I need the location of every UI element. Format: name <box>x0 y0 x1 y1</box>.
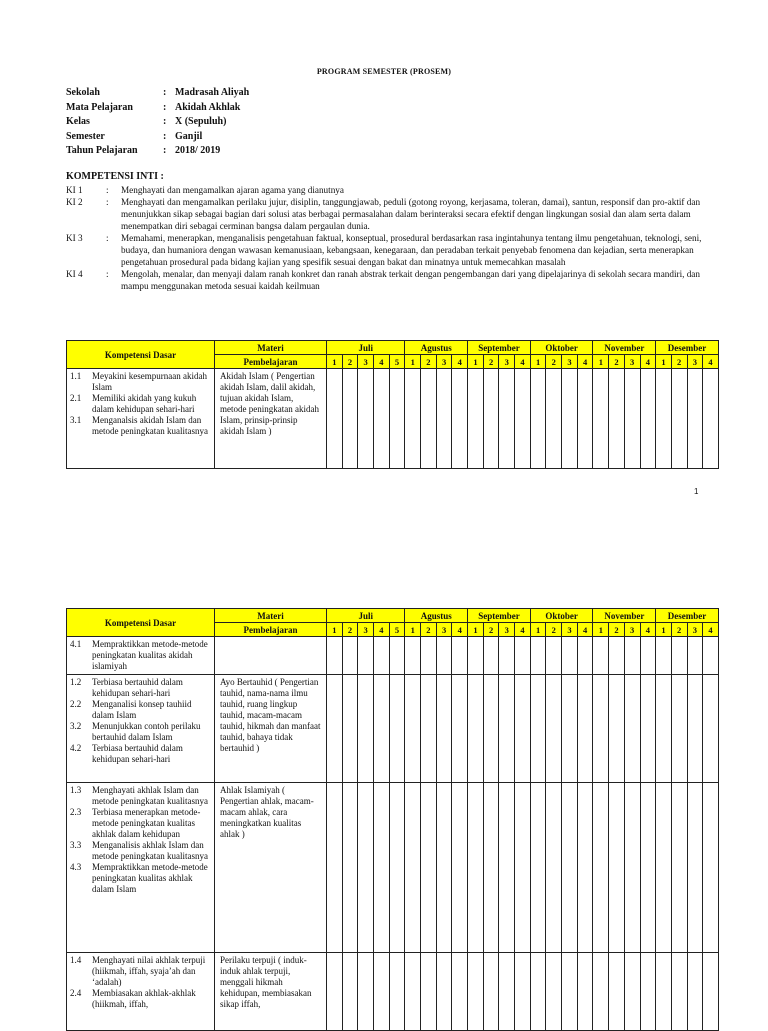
week-number: 2 <box>546 623 562 637</box>
week-cell <box>562 675 578 783</box>
week-cell <box>358 783 374 953</box>
header-materi-top: Materi <box>215 609 327 623</box>
week-cell <box>577 675 593 783</box>
week-number: 5 <box>389 355 405 369</box>
week-cell <box>640 953 656 1031</box>
week-cell <box>327 953 343 1031</box>
week-cell <box>577 637 593 675</box>
week-cell <box>421 637 437 675</box>
week-number: 1 <box>468 355 484 369</box>
meta-value: Akidah Akhlak <box>175 101 241 113</box>
week-cell <box>389 675 405 783</box>
ki-text: Mengolah, menalar, dan menyaji dalam ranah konkret dan ranah abstrak terkait dengan pengembangan dari yang dipelajarinya di sekolah secara mandiri, dan mampu menggunakan metoda sesuai kaidah keilmuan <box>121 269 700 291</box>
ki-sep: : <box>106 197 109 207</box>
header-kompetensi-dasar: Kompetensi Dasar <box>67 609 215 637</box>
week-number: 4 <box>640 355 656 369</box>
week-cell <box>327 369 343 469</box>
week-cell <box>405 783 421 953</box>
meta-label: Sekolah <box>66 87 100 98</box>
week-cell <box>640 637 656 675</box>
week-cell <box>530 783 546 953</box>
kd-item <box>70 699 211 721</box>
meta-sep: : <box>163 116 167 127</box>
materi-cell: Ayo Bertauhid ( Pengertian tauhid, nama-nama ilmu tauhid, ruang lingkup tauhid, macam-macam tauhid, hikmah dan manfaat tauhid, bahaya tidak bertauhid ) <box>215 675 327 783</box>
kd-text: Terbiasa bertauhid dalam kehidupan sehari-hari <box>92 677 183 698</box>
meta-label: Semester <box>66 130 105 142</box>
week-cell <box>452 783 468 953</box>
week-number: 4 <box>452 355 468 369</box>
week-cell <box>577 953 593 1031</box>
week-number: 4 <box>515 623 531 637</box>
materi-cell: Perilaku terpuji ( induk-induk ahlak terpuji, menggali hikmah kehidupan, membiasakan sikap iffah, <box>215 953 327 1031</box>
ki-text: Memahami, menerapkan, menganalisis pengetahuan faktual, konseptual, prosedural berdasarkan rasa ingintahunya tentang ilmu pengetahuan, teknologi, seni, budaya, dan humaniora dengan wawasan kemanusiaan, kebangsaan, kenegaraan, dan peradaban terkait penyebab fenomena dan kejadian, serta menerapkan pengetahuan prosedural pada bidang kajian yang spesifik sesuai dengan bakat dan minatnya untuk memecahkan masalah <box>121 233 702 267</box>
week-cell <box>452 637 468 675</box>
week-cell <box>530 369 546 469</box>
kd-text: Mempraktikkan metode-metode peningkatan kualitas akhlak dalam Islam <box>92 862 208 894</box>
week-cell <box>577 783 593 953</box>
week-cell <box>468 675 484 783</box>
kd-number: 1.3 <box>70 785 82 795</box>
week-cell <box>562 637 578 675</box>
week-cell <box>499 369 515 469</box>
week-cell <box>640 369 656 469</box>
week-number: 3 <box>499 355 515 369</box>
week-cell <box>546 369 562 469</box>
week-cell <box>593 637 609 675</box>
week-number: 3 <box>499 623 515 637</box>
kd-number: 2.3 <box>70 807 82 817</box>
meta-value: Ganjil <box>175 130 203 142</box>
week-cell <box>703 637 719 675</box>
week-number: 1 <box>405 623 421 637</box>
week-cell <box>483 783 499 953</box>
week-number: 1 <box>405 355 421 369</box>
kompetensi-dasar-cell <box>67 675 215 783</box>
kd-item <box>70 862 211 895</box>
week-cell <box>515 675 531 783</box>
kd-number: 4.3 <box>70 862 82 872</box>
header-month-juli: Juli <box>327 609 405 623</box>
kd-number: 1.2 <box>70 677 82 687</box>
week-cell <box>483 675 499 783</box>
kd-text: Memiliki akidah yang kukuh dalam kehidupan sehari-hari <box>92 393 197 414</box>
week-cell <box>609 953 625 1031</box>
ki-sep: : <box>106 233 109 243</box>
week-number: 3 <box>358 623 374 637</box>
week-cell <box>656 637 672 675</box>
kd-number: 2.2 <box>70 699 82 709</box>
meta-sep: : <box>163 101 167 113</box>
kd-number: 1.1 <box>70 371 82 381</box>
week-cell <box>546 637 562 675</box>
kd-number: 2.1 <box>70 393 82 403</box>
week-cell <box>609 637 625 675</box>
week-cell <box>327 783 343 953</box>
week-number: 3 <box>624 355 640 369</box>
kd-text: Menganalisis akhlak Islam dan metode peningkatan kualitasnya <box>92 840 208 861</box>
ki-text: Menghayati dan mengamalkan ajaran agama yang dianutnya <box>121 185 344 195</box>
kd-item <box>70 393 211 415</box>
week-number: 1 <box>327 623 343 637</box>
week-number: 4 <box>374 355 390 369</box>
week-cell <box>389 783 405 953</box>
week-cell <box>687 675 703 783</box>
week-cell <box>593 953 609 1031</box>
ki-item <box>66 232 716 268</box>
meta-value: X (Sepuluh) <box>175 116 227 127</box>
header-month-desember: Desember <box>656 609 719 623</box>
meta-value: 2018/ 2019 <box>175 145 221 156</box>
week-cell <box>342 783 358 953</box>
week-cell <box>405 675 421 783</box>
week-number: 2 <box>421 355 437 369</box>
week-cell <box>374 675 390 783</box>
ki-code: KI 3 <box>66 233 83 243</box>
week-cell <box>452 675 468 783</box>
kd-number: 3.3 <box>70 840 82 850</box>
kd-text: Menunjukkan contoh perilaku bertauhid dalam Islam <box>92 721 201 742</box>
kd-item <box>70 371 211 393</box>
kd-text: Menganalsis akidah Islam dan metode peningkatan kualitasnya <box>92 415 208 436</box>
week-cell <box>499 953 515 1031</box>
week-number: 4 <box>515 355 531 369</box>
week-number: 3 <box>562 355 578 369</box>
week-cell <box>703 675 719 783</box>
materi-cell: Ahlak Islamiyah ( Pengertian ahlak, macam-macam ahlak, cara meningkatkan kualitas ahlak ) <box>215 783 327 953</box>
week-cell <box>624 953 640 1031</box>
kd-number: 3.1 <box>70 415 82 425</box>
kd-item <box>70 639 211 672</box>
week-number: 2 <box>342 355 358 369</box>
ki-code: KI 2 <box>66 197 83 207</box>
kd-text: Terbiasa bertauhid dalam kehidupan sehari-hari <box>92 743 183 764</box>
week-cell <box>671 675 687 783</box>
meta-sep: : <box>163 145 167 156</box>
table-row <box>67 369 719 469</box>
week-cell <box>609 783 625 953</box>
week-number: 3 <box>624 623 640 637</box>
week-number: 1 <box>656 355 672 369</box>
header-materi-bottom: Pembelajaran <box>215 623 327 637</box>
week-cell <box>687 637 703 675</box>
week-cell <box>546 953 562 1031</box>
week-cell <box>546 675 562 783</box>
kd-item <box>70 677 211 699</box>
kompetensi-dasar-cell <box>67 953 215 1031</box>
kd-number: 4.1 <box>70 639 82 649</box>
week-cell <box>609 675 625 783</box>
ki-list <box>66 184 716 292</box>
week-cell <box>562 369 578 469</box>
week-cell <box>530 637 546 675</box>
ki-heading: KOMPETENSI INTI : <box>66 171 164 182</box>
week-cell <box>358 369 374 469</box>
week-number: 2 <box>609 623 625 637</box>
week-cell <box>468 369 484 469</box>
header-month-juli: Juli <box>327 341 405 355</box>
kd-text: Membiasakan akhlak-akhlak (hiikmah, iffah, <box>92 988 196 1009</box>
week-number: 1 <box>530 623 546 637</box>
week-cell <box>624 369 640 469</box>
week-cell <box>703 369 719 469</box>
kd-number: 1.4 <box>70 955 82 965</box>
week-cell <box>327 675 343 783</box>
header-materi-top: Materi <box>215 341 327 355</box>
week-number: 3 <box>687 355 703 369</box>
week-cell <box>671 953 687 1031</box>
week-number: 5 <box>389 623 405 637</box>
week-cell <box>483 637 499 675</box>
week-cell <box>515 783 531 953</box>
week-cell <box>640 783 656 953</box>
week-cell <box>671 637 687 675</box>
week-cell <box>562 953 578 1031</box>
ki-item <box>66 268 716 292</box>
week-cell <box>389 953 405 1031</box>
header-month-oktober: Oktober <box>530 341 593 355</box>
kd-item <box>70 721 211 743</box>
kd-number: 4.2 <box>70 743 82 753</box>
week-cell <box>687 369 703 469</box>
kd-text: Menghayati nilai akhlak terpuji (hiikmah, iffah, syaja’ah dan ‘adalah) <box>92 955 206 987</box>
kd-item <box>70 955 211 988</box>
kd-text: Menghayati akhlak Islam dan metode peningkatan kualitasnya <box>92 785 208 806</box>
ki-code: KI 4 <box>66 269 83 279</box>
week-cell <box>421 675 437 783</box>
week-cell <box>436 783 452 953</box>
table-row <box>67 783 719 953</box>
week-cell <box>656 953 672 1031</box>
document-title: PROGRAM SEMESTER (PROSEM) <box>316 67 452 76</box>
meta-label: Mata Pelajaran <box>66 101 133 113</box>
week-cell <box>656 369 672 469</box>
table-row <box>67 675 719 783</box>
week-cell <box>374 953 390 1031</box>
table-row <box>67 953 719 1031</box>
week-cell <box>687 953 703 1031</box>
kd-number: 3.2 <box>70 721 82 731</box>
meta-label: Tahun Pelajaran <box>66 145 138 156</box>
kd-item <box>70 785 211 807</box>
meta-sep: : <box>163 87 167 98</box>
kd-number: 2.4 <box>70 988 82 998</box>
week-cell <box>703 783 719 953</box>
week-cell <box>342 637 358 675</box>
week-cell <box>421 369 437 469</box>
week-cell <box>515 637 531 675</box>
week-cell <box>342 675 358 783</box>
week-cell <box>624 783 640 953</box>
week-number: 2 <box>342 623 358 637</box>
identity-block <box>66 86 249 159</box>
kd-item <box>70 415 211 437</box>
ki-item <box>66 196 716 232</box>
week-cell <box>452 369 468 469</box>
semester-table-1 <box>66 340 719 469</box>
week-cell <box>483 369 499 469</box>
week-cell <box>593 783 609 953</box>
week-cell <box>436 369 452 469</box>
week-number: 3 <box>687 623 703 637</box>
kd-text: Mempraktikkan metode-metode peningkatan kualitas akidah islamiyah <box>92 639 208 671</box>
week-cell <box>342 953 358 1031</box>
week-cell <box>515 953 531 1031</box>
week-number: 4 <box>374 623 390 637</box>
week-number: 1 <box>468 623 484 637</box>
week-cell <box>421 953 437 1031</box>
week-cell <box>671 369 687 469</box>
kd-item <box>70 988 211 1010</box>
week-number: 3 <box>358 355 374 369</box>
week-number: 4 <box>577 623 593 637</box>
week-cell <box>577 369 593 469</box>
week-number: 1 <box>530 355 546 369</box>
week-cell <box>499 637 515 675</box>
week-cell <box>656 783 672 953</box>
week-number: 1 <box>656 623 672 637</box>
week-cell <box>703 953 719 1031</box>
week-cell <box>624 675 640 783</box>
week-cell <box>468 953 484 1031</box>
ki-sep: : <box>106 185 109 195</box>
semester-table-2 <box>66 608 719 1031</box>
week-number: 4 <box>703 355 719 369</box>
header-materi-bottom: Pembelajaran <box>215 355 327 369</box>
week-cell <box>327 637 343 675</box>
week-cell <box>468 783 484 953</box>
header-month-desember: Desember <box>656 341 719 355</box>
week-cell <box>530 675 546 783</box>
week-number: 2 <box>546 355 562 369</box>
week-cell <box>389 637 405 675</box>
week-number: 2 <box>483 355 499 369</box>
week-cell <box>358 675 374 783</box>
materi-cell: Akidah Islam ( Pengertian akidah Islam, dalil akidah, tujuan akidah Islam, metode peningkatan akidah Islam, prinsip-prinsip akidah Islam ) <box>215 369 327 469</box>
week-cell <box>405 637 421 675</box>
page-number: 1 <box>694 487 699 496</box>
week-number: 2 <box>671 355 687 369</box>
header-month-november: November <box>593 341 656 355</box>
kd-item <box>70 840 211 862</box>
week-number: 2 <box>671 623 687 637</box>
header-month-september: September <box>468 609 531 623</box>
kd-text: Meyakini kesempurnaan akidah Islam <box>92 371 207 392</box>
week-number: 3 <box>436 623 452 637</box>
header-kompetensi-dasar: Kompetensi Dasar <box>67 341 215 369</box>
week-cell <box>358 637 374 675</box>
kompetensi-dasar-cell <box>67 369 215 469</box>
week-number: 4 <box>640 623 656 637</box>
week-cell <box>468 637 484 675</box>
week-cell <box>593 369 609 469</box>
week-cell <box>374 637 390 675</box>
header-month-agustus: Agustus <box>405 341 468 355</box>
week-number: 1 <box>593 623 609 637</box>
week-cell <box>436 637 452 675</box>
week-cell <box>421 783 437 953</box>
week-cell <box>405 369 421 469</box>
ki-item <box>66 184 716 196</box>
week-number: 1 <box>327 355 343 369</box>
week-cell <box>374 369 390 469</box>
week-number: 2 <box>609 355 625 369</box>
week-cell <box>562 783 578 953</box>
week-cell <box>640 675 656 783</box>
week-number: 3 <box>562 623 578 637</box>
header-month-oktober: Oktober <box>530 609 593 623</box>
materi-cell <box>215 637 327 675</box>
kd-text: Menganalisi konsep tauhiid dalam Islam <box>92 699 192 720</box>
week-cell <box>374 783 390 953</box>
week-number: 2 <box>483 623 499 637</box>
week-cell <box>342 369 358 469</box>
ki-sep: : <box>106 269 109 279</box>
kd-item <box>70 743 211 765</box>
week-number: 4 <box>577 355 593 369</box>
week-number: 3 <box>436 355 452 369</box>
week-cell <box>405 953 421 1031</box>
week-number: 1 <box>593 355 609 369</box>
kd-item <box>70 807 211 840</box>
week-number: 4 <box>703 623 719 637</box>
week-cell <box>530 953 546 1031</box>
ki-code: KI 1 <box>66 185 83 195</box>
week-cell <box>436 953 452 1031</box>
week-number: 4 <box>452 623 468 637</box>
week-cell <box>389 369 405 469</box>
header-month-november: November <box>593 609 656 623</box>
week-cell <box>687 783 703 953</box>
week-cell <box>452 953 468 1031</box>
week-cell <box>483 953 499 1031</box>
meta-value: Madrasah Aliyah <box>175 87 250 98</box>
meta-sep: : <box>163 130 167 142</box>
week-cell <box>436 675 452 783</box>
week-cell <box>656 675 672 783</box>
kd-text: Terbiasa menerapkan metode-metode peningkatan kualitas akhlak dalam kehidupan <box>92 807 201 839</box>
meta-label: Kelas <box>66 116 90 127</box>
week-cell <box>609 369 625 469</box>
header-month-september: September <box>468 341 531 355</box>
kompetensi-dasar-cell <box>67 783 215 953</box>
kompetensi-dasar-cell <box>67 637 215 675</box>
week-cell <box>546 783 562 953</box>
week-cell <box>515 369 531 469</box>
week-cell <box>624 637 640 675</box>
ki-text: Menghayati dan mengamalkan perilaku jujur, disiplin, tanggungjawab, peduli (gotong royong, kerjasama, toleran, damai), santun, responsif dan pro-aktif dan menunjukkan sikap sebagai bagian dari solusi atas berbagai permasalahan dalam berinteraksi secara efektif dengan lingkungan sosial dan alam serta dalam menempatkan diri sebagai cerminan bangsa dalam pergaulan dunia. <box>121 197 701 231</box>
week-cell <box>593 675 609 783</box>
week-number: 2 <box>421 623 437 637</box>
table-row <box>67 637 719 675</box>
week-cell <box>358 953 374 1031</box>
week-cell <box>499 783 515 953</box>
week-cell <box>671 783 687 953</box>
header-month-agustus: Agustus <box>405 609 468 623</box>
week-cell <box>499 675 515 783</box>
